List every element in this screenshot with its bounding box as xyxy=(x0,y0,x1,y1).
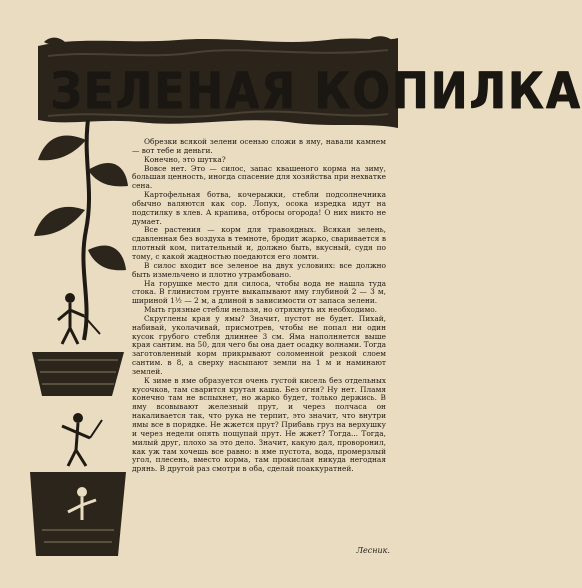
article-body xyxy=(132,138,386,474)
paragraph: К зиме в яме образуется очень густой кисель без отдельных кусочков, там сварится крутая каша. Без огня? Ну нет. Пламя конечно там не вспыхнет, но жарко будет, только держись. В яму всовывают железный прут, и через полчаса он накаливается так, что рука не терпит, это значит, что внутри ямы все в порядке. Не жжется прут? Прибавь груз на верхушку и через недели опять пощупай прут. Не жжет? Тогда... Тогда, милый друг, плохо за это дело. Значит, какую дал, проворонил, как уж там хочешь все равно: в яме пустота, вода, промерзлый угол, плесень, вместо корма, там прокислая никуда негодная дрянь. В другой раз смотри в оба, сделай поаккуратней. xyxy=(132,375,386,474)
paragraph: В силос входит все зеленое на двух условиях: все должно быть измельчено и плотно утрамбовано. xyxy=(132,260,386,279)
paragraph: Конечно, это шутка? xyxy=(144,154,226,164)
plants-and-workers-art xyxy=(28,120,128,560)
paragraph: На горушке место для силоса, чтобы вода не нашла туда стока. В глинистом грунте выкапывают яму глубиной 2 — 3 м, шириной 1½ — 2 м, а длиной в зависимости от запаса зелени. xyxy=(132,278,386,306)
side-illustration xyxy=(28,120,128,560)
paragraph: Скруглены края у ямы? Значит, пустот не будет. Пихай, набивай, уколачивай, присмотрев, чтобы не попал ни один кусок грубого стебля длиннее 3 см. Яма наполняется выше края сантим. на 50, для чего бы она дает осадку волнами. Тогда заготовленный корм прикрывают соломенной резкой слоем сантим. в 8, а сверху насыпают земли на 1 м и наминают землей. xyxy=(132,313,386,376)
author-signature: Лесник. xyxy=(356,546,390,555)
header-illustration xyxy=(38,36,582,128)
paragraph: Вовсе нет. Это — силос, запас квашеного корма на зиму, большая ценность, иногда спасение для хозяйства при нехватке сена. xyxy=(132,163,387,191)
paragraph: Обрезки всякой зелени осенью сложи в яму, навали камнем — вот тебе и деньги. xyxy=(132,137,386,155)
paragraph: Все растения — корм для травоядных. Всякая зелень, сдавленная без воздуха в темноте, бродит жарко, сваривается в плотный ком, питательный и, должно быть, вкусный, судя по тому, с какой жадностью поедаются его ломти. xyxy=(132,225,386,261)
page-title: ЗЕЛЕНАЯ КОПИЛКА xyxy=(50,62,582,122)
paragraph: Мыть грязные стебли нельзя, но отряхнуть их необходимо. xyxy=(144,305,378,315)
paragraph: Картофельная ботва, кочерыжки, стебли подсолнечника обычно валяются как сор. Лопух, осока изредка идут на подстилку в хлев. А крапива, отбросы огорода! О них никто не думает. xyxy=(132,190,386,226)
